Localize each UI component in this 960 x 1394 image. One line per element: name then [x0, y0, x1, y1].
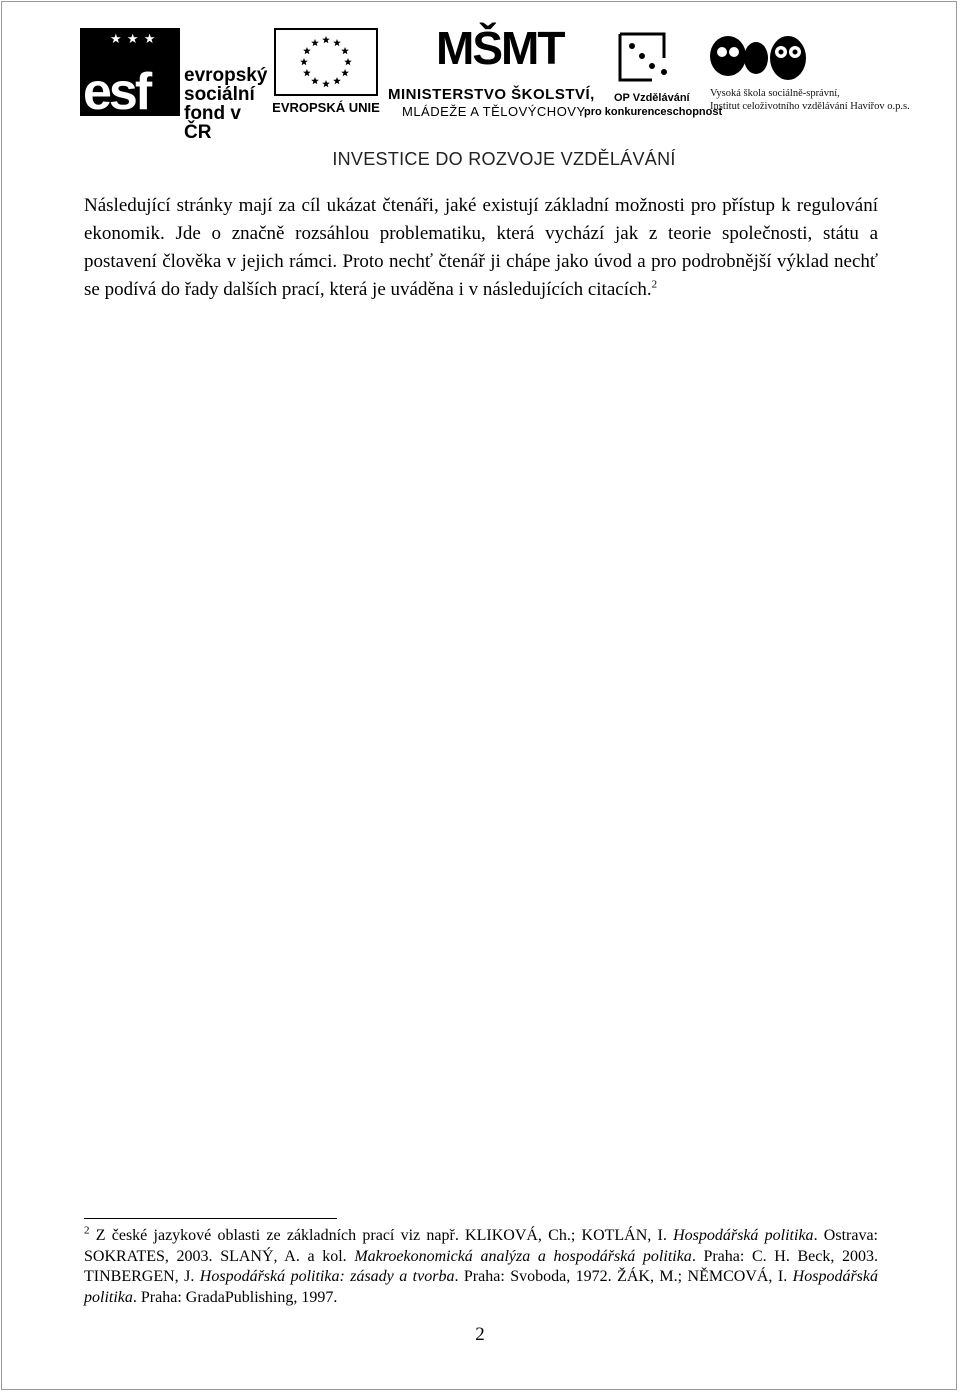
eu-logo [270, 28, 382, 120]
eu-star [311, 77, 319, 84]
op-line-2: pro konkurenceschopnost [584, 106, 723, 118]
esf-logo [80, 28, 268, 143]
footnote-text: . Praha: C. H. Beck, 2003. TINBERGEN, J. [84, 1247, 879, 1285]
op-logo [584, 28, 723, 122]
op-line-1: OP Vzdělávání [614, 92, 690, 104]
footnote-text: . Praha: GradaPublishing, 1997. [132, 1288, 338, 1306]
body-paragraph [84, 192, 878, 304]
vs-line-2: Institut celoživotního vzdělávání Havířov o.p.s. [710, 101, 910, 112]
eu-caption: EVROPSKÁ UNIE [272, 100, 380, 115]
document-page [1, 1, 957, 1390]
eu-star [341, 47, 349, 54]
footnote-reference: 2 [651, 278, 658, 291]
eu-star [344, 58, 352, 65]
esf-text-line-3: fond v ČR [184, 103, 241, 143]
eu-flag [274, 28, 378, 96]
vs-logo [708, 32, 918, 116]
footnote-title: Hospodářská politika [84, 1268, 878, 1306]
eu-star [300, 58, 308, 65]
body-paragraph-text: Následující stránky mají za cíl ukázat čtenáři, jaké existují základní možnosti pro přístup k regulování ekonomik. Jde o značně rozsáhlou problematiku, která vychází jak z teorie společnosti, státu a postavení člověka v jejich rámci. Proto nechť čtenář ji chápe jako úvod a pro podrobnější výklad nechť se podívá do řady dalších prací, která je uváděna i v následujících citacích. [84, 195, 878, 300]
esf-text-line-2: sociální [184, 84, 255, 105]
eu-star [333, 39, 341, 46]
eu-star [303, 47, 311, 54]
footnote-text: . Ostrava: SOKRATES, 2003. SLANÝ, A. a kol. [84, 1227, 879, 1265]
op-mark-icon [612, 28, 674, 86]
eu-stars-icon [276, 30, 376, 94]
esf-text-line-1: evropský [184, 65, 268, 86]
footnote [84, 1226, 878, 1308]
vs-line-1: Vysoká škola sociálně-správní, [710, 88, 840, 99]
owl-icon [708, 32, 828, 82]
footnote-title: Hospodářská politika: zásady a tvorba [199, 1268, 455, 1285]
footnote-text: Z české jazykové oblasti ze základních prací viz např. KLIKOVÁ, Ch.; KOTLÁN, I. [89, 1227, 674, 1244]
msmt-logo [388, 22, 595, 120]
eu-star [322, 80, 330, 87]
esf-letters: esf [83, 63, 150, 121]
msmt-line-2: MLÁDEŽE A TĚLOVÝCHOVY [402, 104, 586, 119]
eu-star [311, 39, 319, 46]
msmt-mark: MŠMT [436, 22, 564, 74]
eu-star [341, 69, 349, 76]
esf-mark [80, 28, 180, 121]
footnote-marker: 2 [84, 1224, 90, 1237]
footnote-title: Makroekonomická analýza a hospodářská politika [354, 1247, 692, 1265]
investice-tagline: INVESTICE DO ROZVOJE VZDĚLÁVÁNÍ [332, 149, 676, 169]
page-number: 2 [475, 1324, 485, 1345]
eu-star [333, 77, 341, 84]
footnote-separator [84, 1218, 337, 1219]
logo-header [2, 2, 958, 172]
footnote-title: Hospodářská politika [673, 1227, 814, 1244]
eu-star [303, 69, 311, 76]
eu-star [322, 36, 330, 43]
esf-stars: ★ ★ ★ [110, 31, 157, 46]
footnote-text: . Praha: Svoboda, 1972. ŽÁK, M.; NĚMCOVÁ, I. [454, 1268, 793, 1285]
esf-text [184, 66, 267, 142]
msmt-line-1: MINISTERSTVO ŠKOLSTVÍ, [388, 86, 595, 103]
